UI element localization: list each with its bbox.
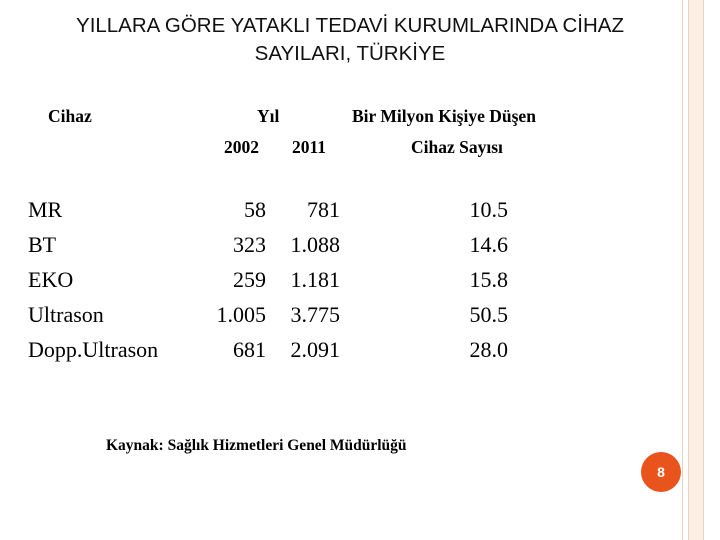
- header-year: Yıl: [257, 106, 280, 126]
- cell-device: Ultrason: [28, 302, 104, 327]
- cell-device: Dopp.Ultrason: [28, 337, 159, 362]
- title-line-2: SAYILARI, TÜRKİYE: [254, 42, 446, 65]
- cell-2002: 681: [233, 337, 266, 362]
- cell-2011: 1.181: [290, 267, 340, 292]
- cell-rate: 14.6: [469, 232, 508, 257]
- slide-title: [20, 12, 680, 68]
- cell-2002: 259: [233, 267, 266, 292]
- cell-device: MR: [28, 197, 63, 222]
- header-rate-line-1: Bir Milyon Kişiye Düşen: [352, 106, 536, 126]
- cell-2011: 2.091: [290, 337, 340, 362]
- decorative-border-band: [688, 0, 704, 540]
- cell-device: EKO: [28, 267, 74, 292]
- title-line-1: YILLARA GÖRE YATAKLI TEDAVİ KURUMLARINDA CİHAZ: [76, 14, 624, 37]
- table-row: [0, 333, 680, 368]
- header-rate-line-2: Cihaz Sayısı: [411, 137, 503, 157]
- page-number: 8: [657, 464, 665, 480]
- header-year-2002: 2002: [224, 137, 259, 157]
- cell-2002: 58: [244, 197, 266, 222]
- cell-rate: 15.8: [469, 267, 508, 292]
- cell-rate: 50.5: [469, 302, 508, 327]
- cell-device: BT: [28, 232, 57, 257]
- header-device: Cihaz: [48, 106, 92, 126]
- cell-2011: 3.775: [290, 302, 340, 327]
- cell-rate: 28.0: [469, 337, 508, 362]
- decorative-border-line: [682, 0, 683, 540]
- source-note: Kaynak: Sağlık Hizmetleri Genel Müdürlüğü: [106, 437, 407, 454]
- table-body: [0, 193, 680, 368]
- table-row: [0, 193, 680, 228]
- cell-rate: 10.5: [469, 197, 508, 222]
- table-row: [0, 298, 680, 333]
- cell-2011: 781: [307, 197, 340, 222]
- table-row: [0, 263, 680, 298]
- page-number-badge: [641, 452, 681, 492]
- cell-2011: 1.088: [290, 232, 340, 257]
- header-year-2011: 2011: [292, 137, 327, 157]
- cell-2002: 323: [233, 232, 266, 257]
- table-row: [0, 228, 680, 263]
- cell-2002: 1.005: [216, 302, 266, 327]
